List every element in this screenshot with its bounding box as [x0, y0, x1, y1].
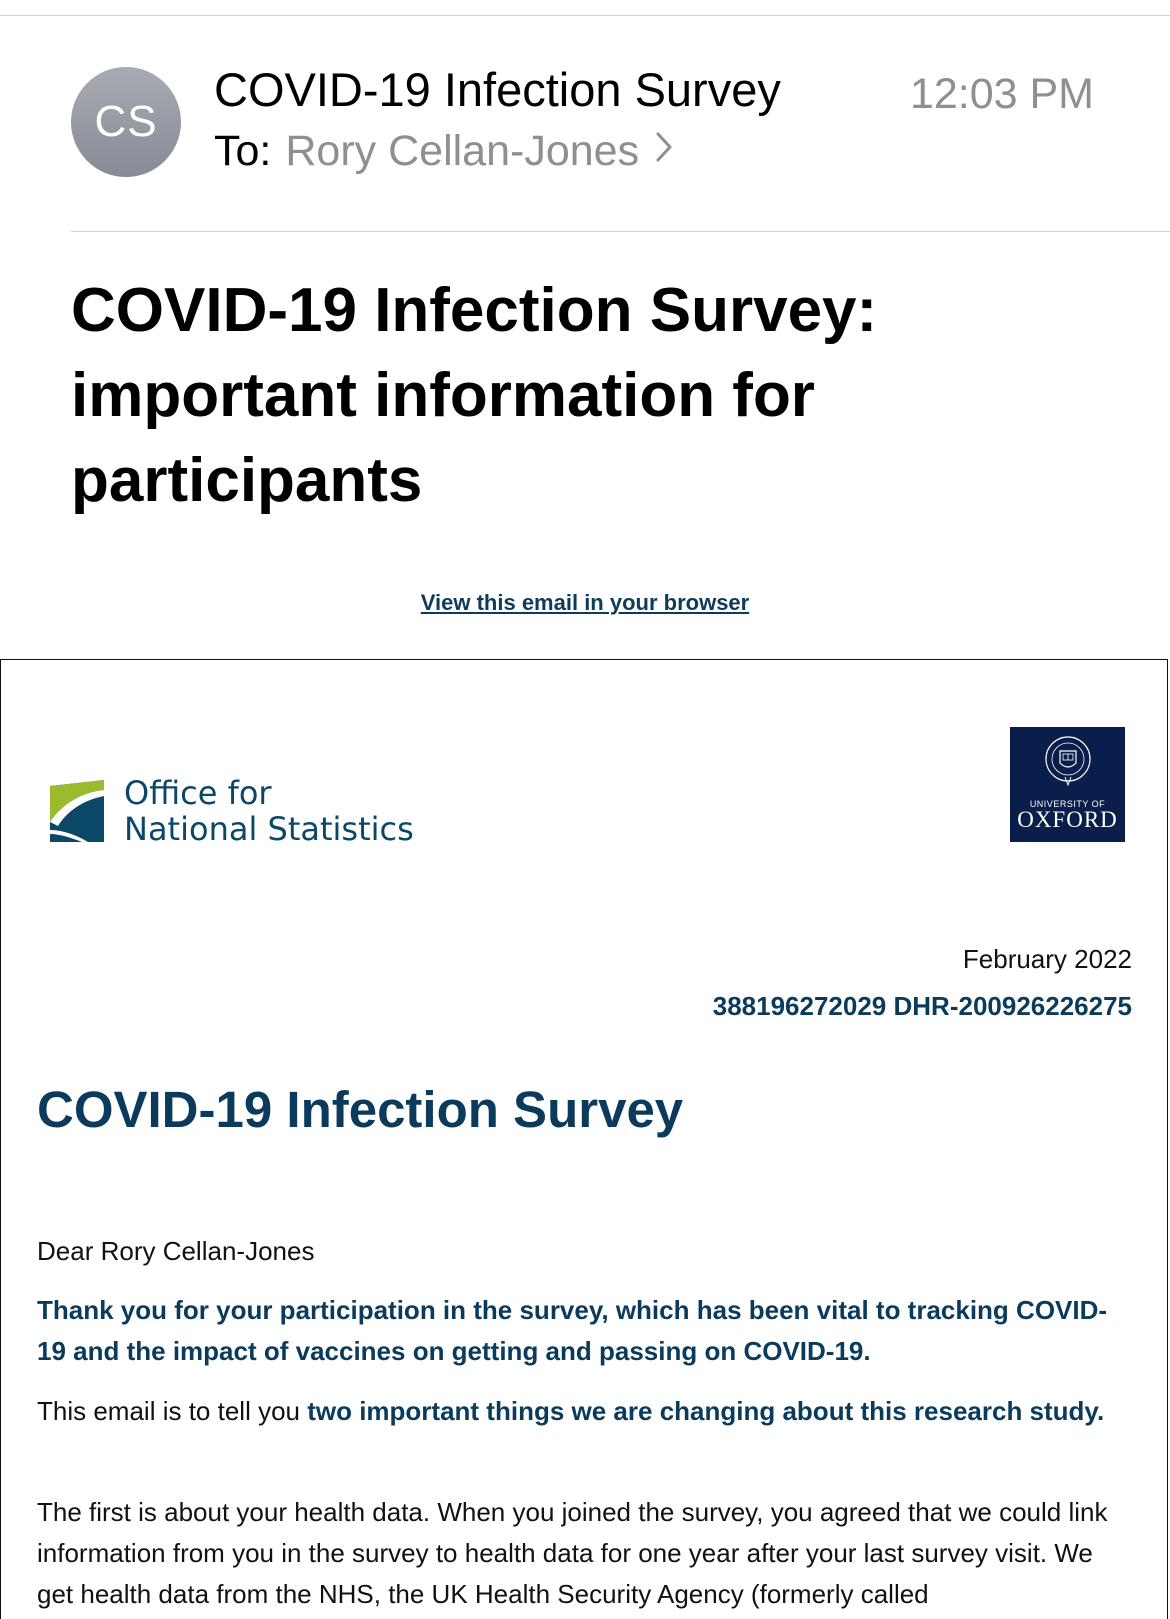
chevron-right-icon[interactable]: [655, 129, 673, 174]
recipient-row[interactable]: [214, 127, 673, 176]
participant-reference: 388196272029 DHR-200926226275: [712, 991, 1132, 1021]
oxford-logo-big: OXFORD: [1017, 807, 1118, 832]
letter-date: February 2022: [962, 944, 1132, 974]
received-time: 12:03 PM: [909, 70, 1094, 118]
intro-plain-text: This email is to tell you: [37, 1396, 308, 1426]
recipient-name[interactable]: Rory Cellan-Jones: [285, 127, 640, 175]
header-divider: [71, 231, 1170, 232]
ons-logo-icon: [44, 778, 110, 844]
avatar-initials: CS: [94, 97, 158, 146]
oxford-logo: [1010, 727, 1125, 842]
ons-logo-line1: Office for: [124, 774, 272, 812]
email-subject: COVID-19 Infection Survey: important information for participants: [71, 276, 878, 515]
oxford-crest-icon: [1043, 733, 1093, 789]
sender-name[interactable]: COVID-19 Infection Survey: [214, 63, 781, 116]
view-in-browser-link[interactable]: View this email in your browser: [420, 590, 750, 615]
health-data-paragraph: The first is about your health data. When you joined the survey, you agreed that we could link information from you in the survey to health data for one year after your last survey visit. We get health data from the NHS, the UK Health Security Agency (formerly called: [37, 1497, 1108, 1609]
intro-paragraph: [37, 1391, 1132, 1432]
intro-emphasis: two important things we are changing about this research study.: [307, 1396, 1105, 1426]
sender-avatar[interactable]: [71, 67, 181, 177]
survey-title: COVID-19 Infection Survey: [37, 1081, 684, 1138]
top-divider: [0, 15, 1170, 16]
thanks-paragraph: Thank you for your participation in the survey, which has been vital to tracking COVID-19 and the impact of vaccines on getting and passing on COVID-19.: [37, 1295, 1108, 1366]
to-label: To:: [214, 127, 272, 175]
oxford-logo-small: UNIVERSITY OF: [1029, 799, 1106, 809]
ons-logo-line2: National Statistics: [124, 810, 414, 848]
ons-logo: [44, 774, 414, 848]
greeting: Dear Rory Cellan-Jones: [37, 1236, 315, 1266]
